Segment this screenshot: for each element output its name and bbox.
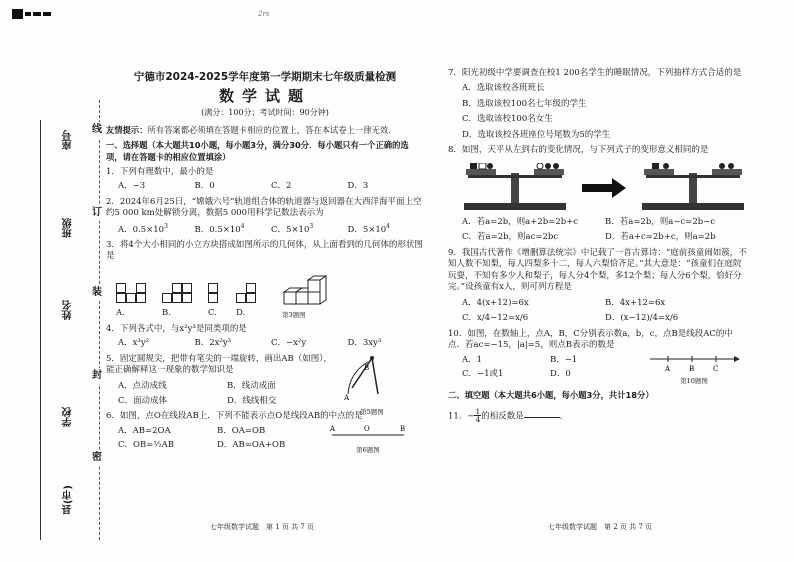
section-1-header: 一、选择题（本大题共10小题，每小题3分，满分30分．每小题只有一个正确的选项，请在答题卡的相应位置填涂）: [106, 140, 409, 162]
name-label: 姓名: [63, 300, 74, 320]
option-c: C．若a=2b，则ac=2bc: [462, 232, 559, 243]
right-column: [448, 64, 748, 424]
balance-figure: [460, 163, 748, 213]
exam-title: 宁德市2024-2025学年度第一学期期末七年级质量检测: [133, 71, 397, 83]
school-label: 学校: [63, 407, 74, 427]
question-9: 9．我国古代著作《增删算法统宗》中记载了一首古算诗：“庭前孩童闹如簇，不知人数不知梨，每人四梨多十二，每人六梨恰齐足。”其大意是：“孩童们在庭院玩耍，不知有多少人和梨子，每人分4个梨，多12个梨；每人分6个梨，恰好分完。”设孩童有x人，则可列方程是 A．4(x+12)=6x B．4x+12=6x C．x/4−12=x/6 D．(x−12)/4=x/6: [448, 247, 747, 324]
option-b: B．线动成面: [227, 380, 276, 391]
cube-solid-figure: 第3题图: [282, 268, 340, 320]
class-label: 班级: [63, 218, 74, 238]
option-c: C．面动成体: [118, 396, 168, 406]
question-5: 5．固定圆规尖，把带有笔尖的一端旋转，画出AB（如图），能正确解释这一现象的数学知识是 A．点动成线 B．线动成面 C．面动成体 D．线线相交 A B 第5题图: [106, 354, 424, 408]
option-d: D．0: [550, 368, 571, 379]
option-c: C．$5\times 10^3$: [271, 222, 314, 235]
option-b: B．OA=OB: [217, 425, 266, 436]
arrow-icon: [582, 178, 626, 198]
left-column: [106, 70, 424, 452]
option-b: B．$0.5\times 10^4$: [194, 222, 245, 235]
option-a: A．点动成线: [118, 380, 167, 391]
seal-char: 订: [92, 205, 102, 221]
option-d: D．若a+c=2b+c，则a=2b: [605, 232, 716, 243]
option-c: C．−x²y: [271, 338, 307, 349]
option-c: C．OB=½AB: [118, 440, 174, 451]
compass-figure: A B 第5题图: [342, 354, 402, 417]
seal-char: 密: [92, 450, 102, 466]
option-b: B．2x²y³: [194, 338, 232, 349]
option-b-figure: B.: [162, 283, 194, 319]
svg-text:A: A: [665, 364, 671, 373]
option-d: D．3xy³: [347, 338, 382, 349]
option-b: B．0: [194, 181, 215, 192]
option-d: D．选取该校各班座位号尾数为5的学生: [462, 129, 611, 140]
option-c: C．2: [271, 181, 292, 192]
subject-title: 数学试题: [218, 87, 311, 106]
svg-text:A: A: [344, 393, 350, 402]
seal-char: 封: [92, 368, 102, 384]
seat-label: 座号: [63, 130, 74, 150]
footer-right: 七年级数学试题 第 2 页 共 7 页: [548, 523, 653, 531]
notice: 友情提示：所有答案都必须填在答题卡相应的位置上，答在本试卷上一律无效.: [106, 125, 391, 136]
binding-strip: [0, 0, 104, 561]
segment-figure: A O B 第6题图: [330, 425, 406, 454]
option-d: D．3: [347, 181, 369, 192]
option-d: D．$5\times 10^4$: [347, 222, 390, 235]
question-6: 6．如图，点O在线段AB上．下列不能表示点O是线段AB的中点的是 A．AB=2OA B．OA=OB C．OB=½AB D．AB=OA+OB A O B 第6题图: [106, 411, 424, 451]
section-2-header: 二、填空题（本大题共6小题，每小题3分，共计18分）: [448, 390, 654, 401]
option-a: A．AB=2OA: [118, 425, 171, 436]
question-2: 2．2024年6月25日，“嫦娥六号”轨道组合体的轨道器与返回器在大西洋海平面上空约5 000 km处解锁分离，数据5 000用科学记数法表示为 A．$0.5\times 10^3$ B．$0.5\times 10^4$ C．$5\times 10^3$ D．$5\times 10^4$: [106, 197, 424, 236]
option-d: D．(x−12)/4=x/6: [605, 313, 679, 324]
svg-text:B: B: [400, 425, 406, 434]
option-a-figure: A.: [116, 283, 148, 319]
option-b: B．选取该校100名七年级的学生: [462, 98, 587, 109]
option-a: A．$0.5\times 10^3$: [118, 222, 168, 235]
option-d: D．线线相交: [227, 396, 277, 406]
footer-left: 七年级数学试题 第 1 页 共 7 页: [210, 523, 315, 531]
question-8: 8．如图，天平从左到右的变化情况，与下列式子的变形意义相同的是 A．若a=2b，则a+2b=2b+c B．若a=2b，则a−c=2b−c C．若a=2b，则ac=2bc D．若a+c=2b+c，则a=2b: [448, 145, 748, 243]
option-a: A．4(x+12)=6x: [462, 297, 529, 308]
svg-text:B: B: [689, 364, 695, 373]
question-1: 1．下列有理数中，最小的是 A．−3 B．0 C．2 D．3: [106, 167, 424, 193]
option-a: A．1: [462, 354, 483, 365]
option-b: B．若a=2b，则a−c=2b−c: [605, 216, 716, 227]
option-c: C．选取该校100名女生: [462, 114, 553, 125]
option-c-figure: C.: [208, 283, 222, 319]
svg-text:B: B: [364, 363, 370, 372]
option-c: C．−1或1: [462, 368, 504, 379]
option-d: D．AB=OA+OB: [217, 440, 286, 451]
option-b: B．−1: [550, 354, 578, 365]
svg-text:O: O: [364, 425, 370, 434]
svg-text:A: A: [330, 425, 336, 434]
option-b: B．4x+12=6x: [605, 297, 666, 308]
question-11: 11．− $\frac{1}{4}$ 的相反数是 ．: [448, 406, 569, 425]
county-label: 县(市): [63, 485, 74, 515]
option-a: A．若a=2b，则a+2b=2b+c: [462, 216, 579, 227]
seal-char: 装: [92, 285, 102, 301]
option-a: A．−3: [118, 181, 146, 192]
option-c: C．x/4−12=x/6: [462, 313, 529, 324]
exam-info: (满分：100分；考试时间：90分钟): [201, 108, 329, 118]
top-code: 2rs: [258, 10, 270, 18]
option-d-figure: D.: [236, 283, 258, 319]
answer-blank[interactable]: [524, 417, 560, 418]
option-a: A．x³y²: [118, 338, 150, 349]
number-line-figure: A B C 第10题图: [648, 353, 740, 386]
svg-text:C: C: [713, 364, 719, 373]
question-7: 7．阳光初级中学要调查在校1 200名学生的睡眠情况，下列抽样方式合适的是 A．选取该校各班班长 B．选取该校100名七年级的学生 C．选取该校100名女生 D．选取该校各班座位号尾数为5的学生: [448, 68, 748, 141]
question-10: 10．如图，在数轴上，点A，B，C分别表示数a，b，c，点B是线段AC的中点．若ac=−15，|a|=5，则点B表示的数是 A．1 B．−1 C．−1或1 D．0 A B C 第10题图: [448, 329, 748, 381]
option-a: A．选取该校各班班长: [462, 83, 545, 94]
question-4: 4．下列各式中，与x²y³是同类项的是 A．x³y² B．2x²y³ C．−x²y D．3xy³: [106, 324, 424, 350]
seal-char: 线: [92, 122, 102, 138]
question-3: 3．将4个大小相同的小立方块搭成如图所示的几何体，从上面看到的几何体的形状图是 A. B. C. D. 第3题图: [106, 239, 423, 319]
